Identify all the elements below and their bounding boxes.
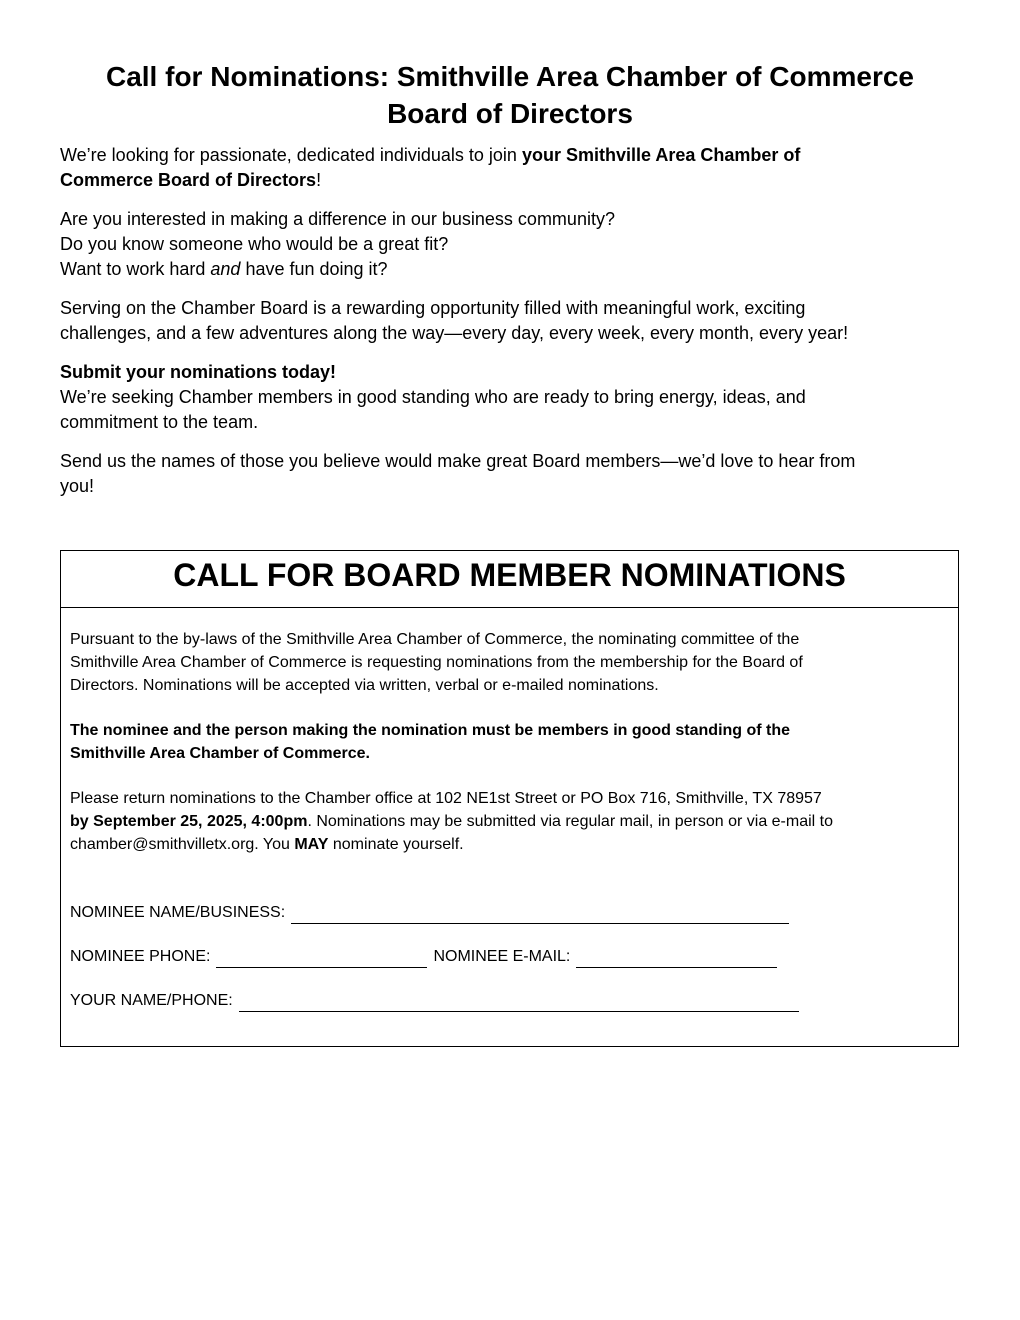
intro-bold-text-2: Commerce Board of Directors — [60, 170, 317, 190]
may-text: MAY — [294, 836, 329, 853]
question-3-a: Want to work hard — [60, 259, 211, 279]
send-paragraph — [60, 449, 960, 499]
title-line-2: Board of Directors — [387, 98, 633, 129]
return-paragraph — [70, 787, 949, 856]
page-title — [60, 58, 960, 132]
form-body — [61, 608, 958, 856]
your-name-blank[interactable] — [239, 993, 799, 1012]
bylaws-line-3: Directors. Nominations will be accepted via written, verbal or e-mailed nominations. — [70, 677, 659, 694]
bylaws-line-2: Smithville Area Chamber of Commerce is requesting nominations from the membership for the Board of — [70, 654, 803, 671]
serving-line-1: Serving on the Chamber Board is a rewarding opportunity filled with meaningful work, exciting — [60, 298, 806, 318]
nominee-email-blank[interactable] — [576, 949, 777, 968]
intro-exclaim: ! — [316, 170, 322, 190]
question-3-c: have fun doing it? — [240, 259, 388, 279]
submit-paragraph — [60, 360, 960, 435]
email-text: chamber@smithvilletx.org. You — [70, 836, 295, 853]
nominee-name-blank[interactable] — [291, 905, 789, 924]
return-line-2-rest: . Nominations may be submitted via regular mail, in person or via e-mail to — [307, 813, 834, 830]
question-3 — [60, 257, 960, 282]
return-line-3 — [70, 833, 949, 856]
question-3-italic: and — [210, 259, 241, 279]
question-2: Do you know someone who would be a great fit? — [60, 234, 449, 254]
send-line-2: you! — [60, 476, 95, 496]
nominee-name-row — [70, 902, 789, 924]
submit-line-2: commitment to the team. — [60, 412, 259, 432]
question-1: Are you interested in making a difference in our business community? — [60, 209, 615, 229]
return-line-2 — [70, 810, 949, 833]
nominee-email-label: NOMINEE E-MAIL: — [433, 948, 571, 965]
intro-section — [60, 58, 960, 513]
your-name-row — [70, 990, 799, 1012]
bylaws-line-1: Pursuant to the by-laws of the Smithville Area Chamber of Commerce, the nominating committee of the — [70, 631, 800, 648]
serving-line-2: challenges, and a few adventures along the way—every day, every week, every month, every year! — [60, 323, 849, 343]
nomination-form-box — [60, 550, 959, 1047]
questions-paragraph — [60, 207, 960, 282]
eligibility-line-2: Smithville Area Chamber of Commerce. — [70, 745, 370, 762]
submit-heading: Submit your nominations today! — [60, 362, 337, 382]
intro-text: We’re looking for passionate, dedicated individuals to join — [60, 145, 522, 165]
return-line-1: Please return nominations to the Chamber office at 102 NE1st Street or PO Box 716, Smithville, TX 78957 — [70, 790, 822, 807]
eligibility-line-1: The nominee and the person making the nomination must be members in good standing of the — [70, 722, 791, 739]
deadline-text: by September 25, 2025, 4:00pm — [70, 813, 308, 830]
nominate-yourself-text: nominate yourself. — [328, 836, 464, 853]
your-name-label: YOUR NAME/PHONE: — [70, 992, 233, 1009]
form-heading: CALL FOR BOARD MEMBER NOMINATIONS — [61, 551, 958, 608]
serving-paragraph — [60, 296, 960, 346]
nominee-name-label: NOMINEE NAME/BUSINESS: — [70, 904, 286, 921]
title-line-1: Call for Nominations: Smithville Area Chamber of Commerce — [105, 61, 915, 92]
nominee-contact-row — [70, 946, 777, 968]
nominee-phone-label: NOMINEE PHONE: — [70, 948, 211, 965]
intro-bold-text: your Smithville Area Chamber of — [521, 145, 801, 165]
bylaws-paragraph — [70, 628, 949, 697]
send-line-1: Send us the names of those you believe would make great Board members—we’d love to hear from — [60, 451, 856, 471]
submit-line-1: We’re seeking Chamber members in good standing who are ready to bring energy, ideas, and — [60, 387, 806, 407]
eligibility-paragraph — [70, 719, 949, 765]
intro-paragraph — [60, 143, 960, 193]
nominee-phone-blank[interactable] — [216, 949, 427, 968]
